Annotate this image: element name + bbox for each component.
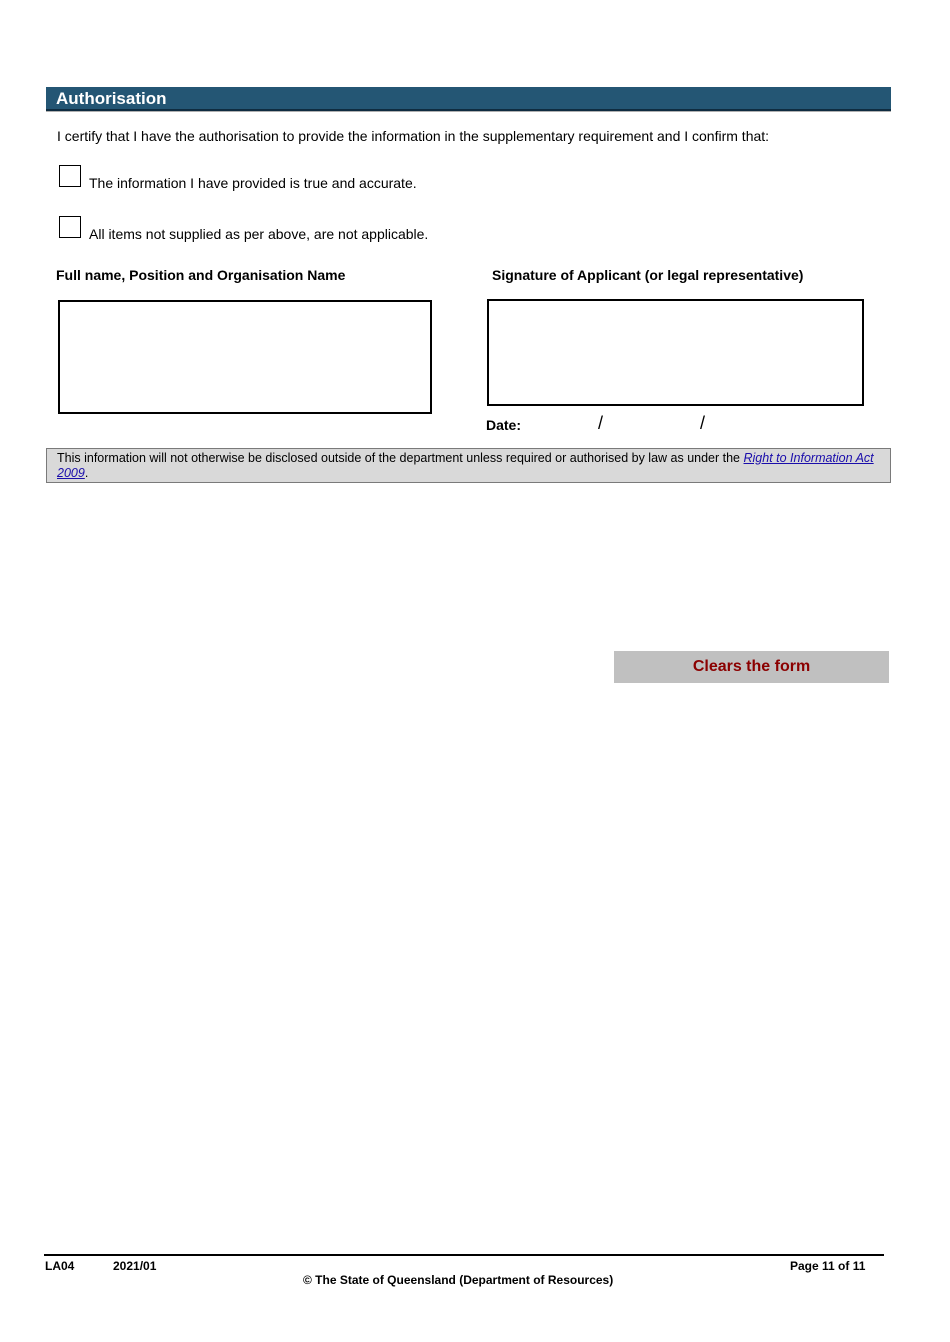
date-year-field[interactable] (714, 413, 794, 435)
section-header (46, 87, 891, 111)
date-month-field[interactable] (612, 413, 698, 435)
name-field-label: Full name, Position and Organisation Name (56, 267, 346, 283)
privacy-notice (46, 448, 891, 483)
footer-copyright: © The State of Queensland (Department of Resources) (303, 1273, 614, 1287)
footer-page-number: Page 11 of 11 (790, 1259, 866, 1273)
privacy-notice-text: This information will not otherwise be disclosed outside of the department unless required or authorised by law as under the (57, 451, 744, 465)
date-separator-2: / (700, 413, 706, 433)
footer-form-code: LA04 (45, 1259, 75, 1273)
date-separator-1: / (598, 413, 604, 433)
date-day-field[interactable] (530, 413, 596, 435)
header-divider (46, 111, 891, 112)
privacy-notice-end: . (84, 466, 89, 480)
not-applicable-checkbox[interactable] (59, 216, 81, 238)
clear-form-button[interactable]: Clears the form (614, 651, 889, 683)
footer-version: 2021/01 (113, 1259, 157, 1273)
date-label: Date: (486, 417, 522, 433)
certify-text: I certify that I have the authorisation to provide the information in the supplementary requirement and I confirm that: (57, 128, 770, 144)
footer-divider (44, 1254, 884, 1256)
signature-field-label: Signature of Applicant (or legal representative) (492, 267, 804, 283)
signature-field[interactable] (487, 299, 864, 406)
not-applicable-checkbox-label: All items not supplied as per above, are not applicable. (89, 226, 429, 242)
right-to-information-link[interactable]: Right to Information Act 2009 (57, 451, 874, 480)
section-title: Authorisation (56, 89, 167, 108)
name-position-organisation-field[interactable] (58, 300, 432, 414)
accuracy-checkbox-label: The information I have provided is true and accurate. (89, 175, 417, 191)
accuracy-checkbox[interactable] (59, 165, 81, 187)
